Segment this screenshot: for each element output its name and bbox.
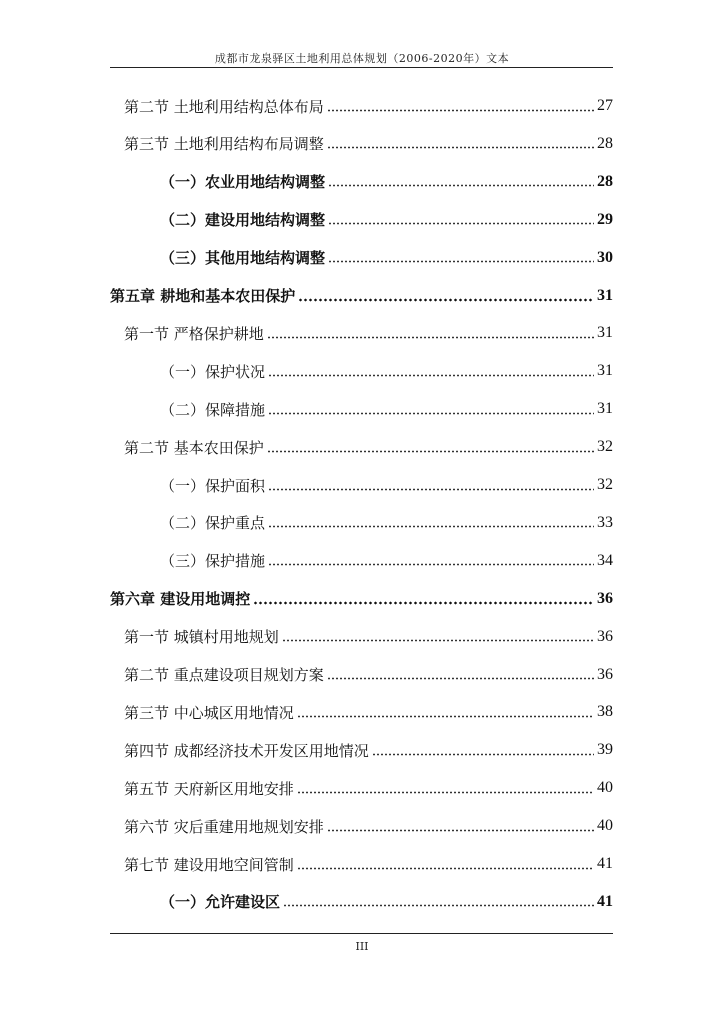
toc-dot-leader xyxy=(267,336,594,339)
toc-entry[interactable] xyxy=(124,770,613,806)
toc-entry-title: 第五章 耕地和基本农田保护 xyxy=(110,287,296,305)
toc-entry-title: 第二节 重点建设项目规划方案 xyxy=(124,666,324,684)
toc-entry-page: 31 xyxy=(597,362,613,380)
toc-entry-title: （一）允许建设区 xyxy=(160,893,281,912)
toc-entry[interactable] xyxy=(160,240,613,276)
toc-entry-page: 34 xyxy=(597,551,613,569)
toc-dot-leader xyxy=(268,563,594,566)
header-title: 成都市龙泉驿区土地利用总体规划（2006-2020年）文本 xyxy=(214,52,510,65)
toc-entry-page: 38 xyxy=(597,703,613,721)
toc-entry-page: 33 xyxy=(597,513,613,531)
toc-dot-leader xyxy=(327,109,594,112)
toc-entry[interactable] xyxy=(124,429,613,465)
toc-dot-leader xyxy=(327,677,594,680)
toc-entry-title: 第四节 成都经济技术开发区用地情况 xyxy=(124,741,369,760)
toc-dot-leader xyxy=(297,791,594,794)
toc-dot-leader xyxy=(297,867,594,870)
toc-entry-page: 31 xyxy=(597,324,613,342)
toc-dot-leader xyxy=(282,639,594,642)
toc-entry-page: 41 xyxy=(597,855,613,872)
toc-dot-leader xyxy=(327,829,594,832)
toc-dot-leader xyxy=(298,298,594,302)
toc-entry-page: 31 xyxy=(597,400,613,418)
toc-entry[interactable] xyxy=(110,278,613,314)
footer-divider xyxy=(110,933,613,934)
toc-entry-title: （一）农业用地结构调整 xyxy=(160,173,326,192)
toc-entry-title: 第五节 天府新区用地安排 xyxy=(124,779,294,798)
toc-entry-title: （一）保护状况 xyxy=(160,362,266,381)
toc-dot-leader xyxy=(327,146,594,149)
toc-entry[interactable] xyxy=(160,543,613,579)
toc-dot-leader xyxy=(268,374,594,377)
page-number: III xyxy=(355,940,369,953)
toc-entry-title: 第六章 建设用地调控 xyxy=(110,590,251,609)
toc-entry-page: 36 xyxy=(597,627,613,645)
toc-entry[interactable] xyxy=(160,391,613,427)
toc-dot-leader xyxy=(268,412,594,415)
toc-entry[interactable] xyxy=(160,353,613,389)
toc-dot-leader xyxy=(268,525,594,528)
toc-dot-leader xyxy=(328,184,594,187)
toc-dot-leader xyxy=(372,753,594,756)
toc-dot-leader xyxy=(297,715,594,718)
toc-entry-page: 27 xyxy=(597,97,613,114)
toc-entry-page: 32 xyxy=(597,476,613,493)
toc-entry-title: 第七节 建设用地空间管制 xyxy=(124,855,294,874)
toc-entry-page: 32 xyxy=(597,438,613,456)
toc-entry-page: 39 xyxy=(597,741,613,759)
toc-entry[interactable] xyxy=(160,467,613,503)
toc-dot-leader xyxy=(267,450,594,453)
toc-dot-leader xyxy=(328,260,594,263)
toc-entry-title: 第二节 土地利用结构总体布局 xyxy=(124,97,324,116)
toc-entry[interactable] xyxy=(110,581,613,617)
toc-entry-page: 29 xyxy=(597,210,613,228)
toc-dot-leader xyxy=(283,904,594,907)
toc-entry-page: 40 xyxy=(597,779,613,797)
toc-entry[interactable] xyxy=(160,202,613,238)
toc-entry[interactable] xyxy=(160,884,613,920)
toc-entry-title: （三）保护措施 xyxy=(160,552,266,571)
toc-entry-title: （二）保障措施 xyxy=(160,400,266,419)
toc-entry[interactable] xyxy=(160,164,613,200)
toc-entry-page: 28 xyxy=(597,172,613,190)
toc-entry-page: 30 xyxy=(597,248,613,266)
toc-entry[interactable] xyxy=(124,846,613,882)
toc-entry[interactable] xyxy=(124,619,613,655)
toc-entry[interactable] xyxy=(124,694,613,730)
toc-entry-page: 36 xyxy=(597,589,613,607)
header-divider xyxy=(110,67,613,68)
toc-entry[interactable] xyxy=(124,126,613,162)
toc-entry-page: 41 xyxy=(597,892,613,910)
toc-entry-page: 36 xyxy=(597,665,613,683)
toc-entry-title: 第一节 城镇村用地规划 xyxy=(124,628,279,647)
toc-entry-title: （三）其他用地结构调整 xyxy=(160,249,326,268)
toc-dot-leader xyxy=(328,222,594,225)
toc-entry-title: 第三节 土地利用结构布局调整 xyxy=(124,135,324,154)
toc-entry[interactable] xyxy=(124,88,613,124)
toc-entry[interactable] xyxy=(124,732,613,768)
toc-entry[interactable] xyxy=(160,505,613,541)
toc-entry[interactable] xyxy=(124,808,613,844)
toc-dot-leader xyxy=(268,488,594,491)
toc-entry-title: （二）保护重点 xyxy=(160,514,266,533)
toc-dot-leader xyxy=(253,601,594,605)
toc-entry-page: 40 xyxy=(597,817,613,835)
toc-entry-page: 28 xyxy=(597,134,613,152)
toc-entry-title: 第六节 灾后重建用地规划安排 xyxy=(124,817,324,836)
toc-entry[interactable] xyxy=(124,657,613,693)
toc-entry-title: 第一节 严格保护耕地 xyxy=(124,324,264,343)
toc-entry[interactable] xyxy=(124,315,613,351)
toc-entry-title: （一）保护面积 xyxy=(160,476,266,495)
toc-entry-title: 第三节 中心城区用地情况 xyxy=(124,703,294,722)
toc-entry-page: 31 xyxy=(597,286,613,304)
toc-entry-title: （二）建设用地结构调整 xyxy=(160,211,326,230)
toc-entry-title: 第二节 基本农田保护 xyxy=(124,438,264,457)
